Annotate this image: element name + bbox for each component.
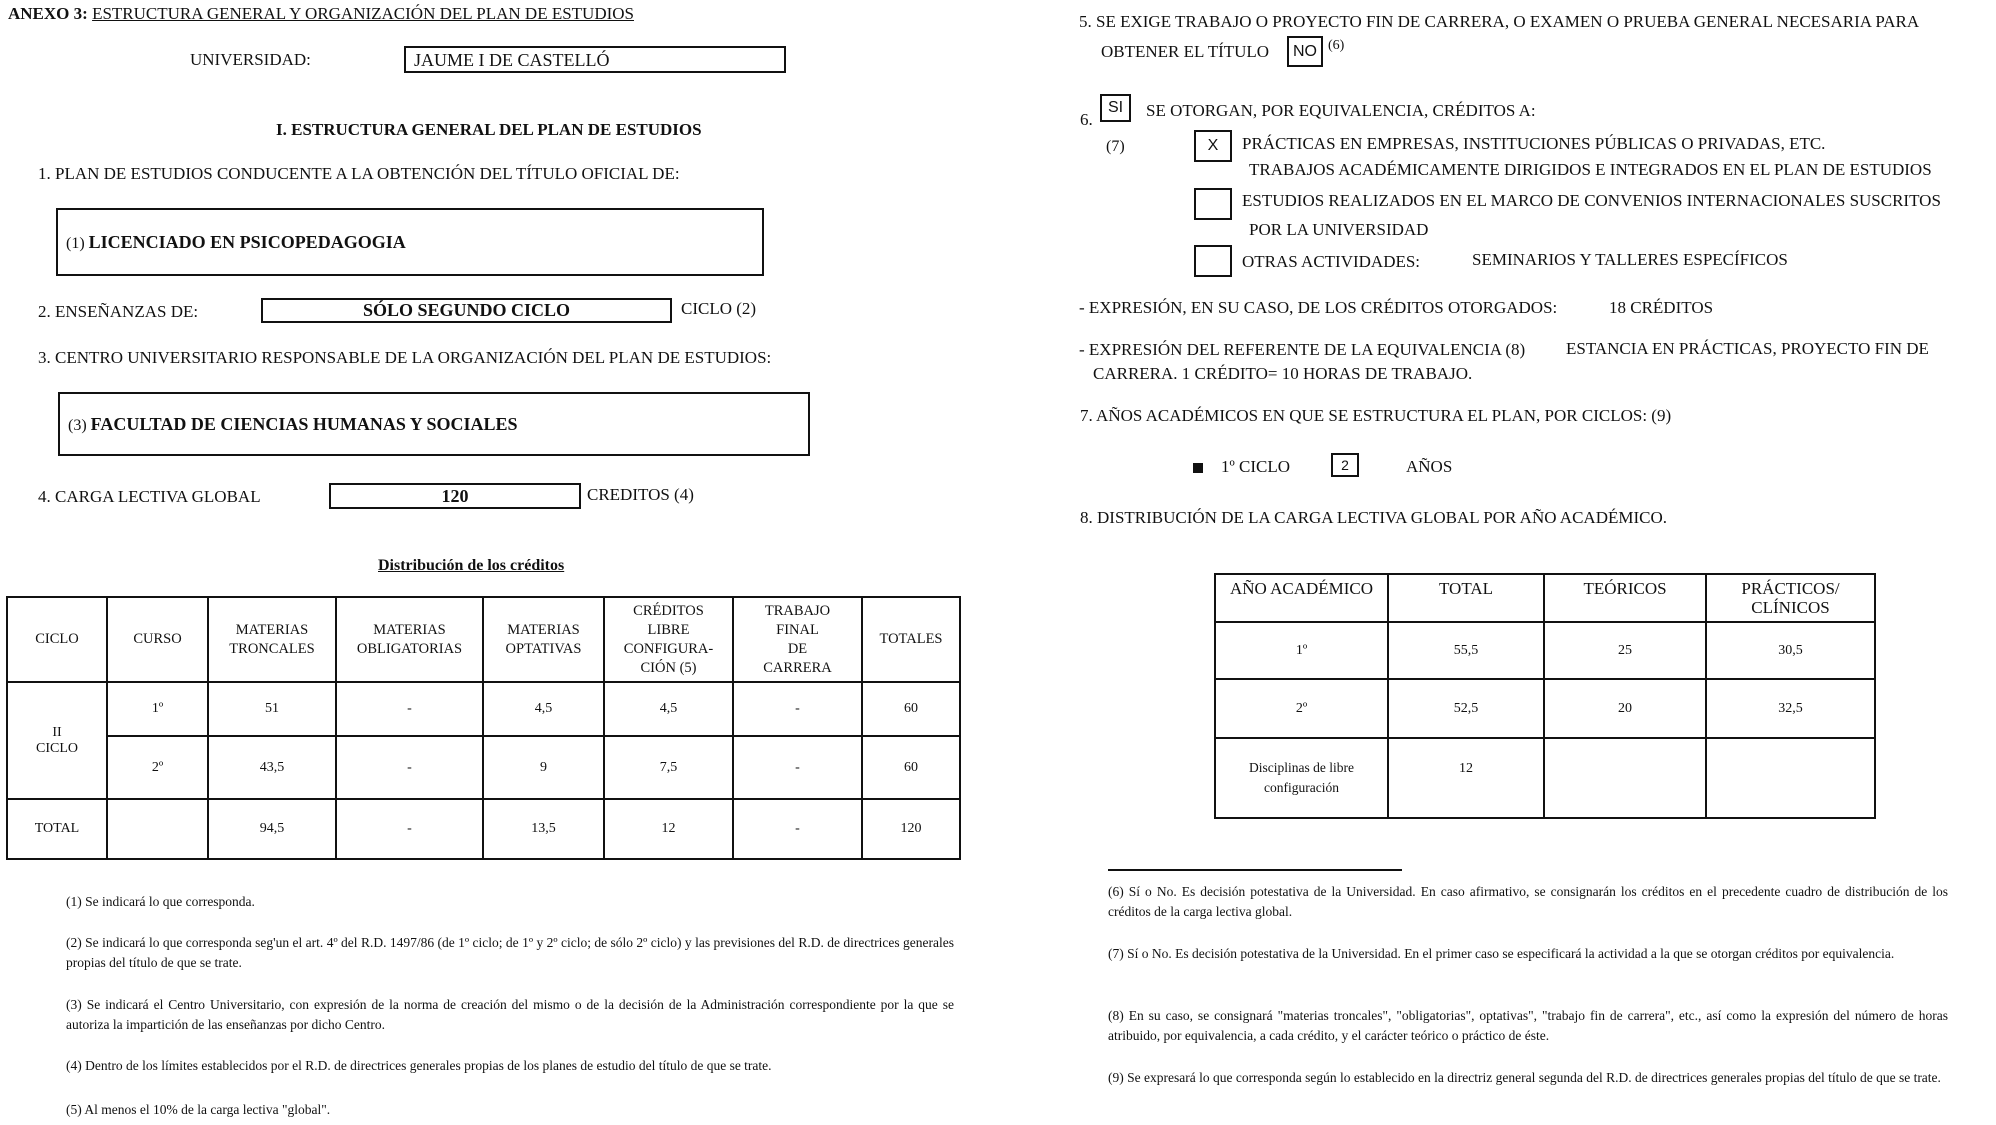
cell-curso: 1º (107, 682, 208, 736)
item3-ref: (3) (68, 417, 87, 434)
item5-box (1287, 36, 1323, 67)
item2-suffix: CICLO (2) (681, 299, 757, 318)
anexo-label: ANEXO 3: (8, 4, 88, 23)
item1-value: LICENCIADO EN PSICOPEDAGOGIA (88, 232, 406, 252)
cell-totales: 60 (862, 682, 960, 736)
ciclo-cell: II CICLO (7, 682, 107, 799)
item2-value: SÓLO SEGUNDO CICLO (362, 300, 571, 320)
cell-teoricos: 20 (1544, 679, 1706, 738)
cell-total: 55,5 (1388, 622, 1544, 679)
cell-teoricos (1544, 738, 1706, 818)
footnote-1: (1) Se indicará lo que corresponda. (66, 894, 255, 909)
total-obligatorias: - (336, 799, 483, 859)
option-practicas-mark: X (1207, 137, 1219, 154)
cell-obligatorias: - (336, 736, 483, 799)
header-optativas: MATERIAS OPTATIVAS (483, 597, 604, 682)
total-libre: 12 (604, 799, 733, 859)
item5-line2: OBTENER EL TÍTULO (1101, 42, 1270, 61)
option-otras-value: SEMINARIOS Y TALLERES ESPECÍFICOS (1472, 250, 1788, 269)
header-libre: CRÉDITOS LIBRE CONFIGURA- CIÓN (5) (604, 597, 733, 682)
cell-optativas: 4,5 (483, 682, 604, 736)
cell-teoricos: 25 (1544, 622, 1706, 679)
header-trabajo: TRABAJO FINAL DE CARRERA (733, 597, 862, 682)
item5-ref: (6) (1328, 38, 1345, 53)
cell-libre: 7,5 (604, 736, 733, 799)
cell-anio: 1º (1215, 622, 1388, 679)
footnote-9: (9) Se expresará lo que corresponda según lo establecido en la directriz general segunda del R.D. de directrices generales propias del título de que se trate. (1108, 1070, 1941, 1085)
header-curso: CURSO (107, 597, 208, 682)
expresion-creditos-value: 18 CRÉDITOS (1609, 298, 1714, 317)
table-row (7, 682, 960, 736)
cell-practicos (1706, 738, 1875, 818)
cell-total: 52,5 (1388, 679, 1544, 738)
option-estudios-line1: ESTUDIOS REALIZADOS EN EL MARCO DE CONVENIOS INTERNACIONALES SUSCRITOS (1242, 191, 1941, 210)
option-otras-label: OTRAS ACTIVIDADES: (1242, 252, 1421, 271)
option-otras-checkbox (1194, 245, 1232, 277)
total-totales: 120 (862, 799, 960, 859)
anexo-header (8, 4, 634, 24)
option-practicas-line1: PRÁCTICAS EN EMPRESAS, INSTITUCIONES PÚBLICAS O PRIVADAS, ETC. (1242, 134, 1826, 153)
item1-ref: (1) (66, 235, 85, 252)
expresion-referente-value2: CARRERA. 1 CRÉDITO= 10 HORAS DE TRABAJO. (1093, 364, 1473, 383)
item4-label: 4. CARGA LECTIVA GLOBAL (38, 487, 261, 506)
table-header-row (1215, 574, 1875, 622)
item4-box (329, 483, 581, 509)
item7-label: 7. AÑOS ACADÉMICOS EN QUE SE ESTRUCTURA EL PLAN, POR CICLOS: (9) (1080, 406, 1672, 425)
total-trabajo: - (733, 799, 862, 859)
cell-practicos: 32,5 (1706, 679, 1875, 738)
cell-obligatorias: - (336, 682, 483, 736)
item2-label: 2. ENSEÑANZAS DE: (38, 302, 199, 321)
option-practicas-checkbox (1194, 130, 1232, 162)
table-row (1215, 679, 1875, 738)
total-label: TOTAL (7, 799, 107, 859)
total-curso (107, 799, 208, 859)
item3-value: FACULTAD DE CIENCIAS HUMANAS Y SOCIALES (90, 414, 518, 434)
item7-value: 2 (1341, 457, 1349, 473)
footnote-4: (4) Dentro de los límites establecidos por el R.D. de directrices generales propias de los planes de estudio del título de que se trate. (66, 1058, 772, 1073)
universidad-label: UNIVERSIDAD: (190, 50, 311, 69)
footnote-6: (6) Sí o No. Es decisión potestativa de la Universidad. En caso afirmativo, se consignarán los créditos en el precedente cuadro de distribución de los créditos de la carga lectiva global. (1108, 884, 1948, 919)
footnote-5: (5) Al menos el 10% de la carga lectiva "global". (66, 1102, 331, 1117)
distribucion-table (6, 596, 961, 860)
table-row (1215, 622, 1875, 679)
header-ciclo: CICLO (7, 597, 107, 682)
item3-box (58, 392, 810, 456)
option-practicas-line2: TRABAJOS ACADÉMICAMENTE DIRIGIDOS E INTEGRADOS EN EL PLAN DE ESTUDIOS (1249, 160, 1932, 179)
total-optativas: 13,5 (483, 799, 604, 859)
item1-box (56, 208, 764, 276)
footnote-divider (1108, 869, 1402, 871)
footnote-2: (2) Se indicará lo que corresponda seg'un el art. 4º del R.D. 1497/86 (de 1º ciclo; de 1º y 2º ciclo; de sólo 2º ciclo) y las previsiones del R.D. de directrices generales propias del título de que se trate. (66, 935, 954, 970)
header-total: TOTAL (1388, 574, 1544, 622)
item6-num: 6. (1080, 110, 1093, 129)
carga-table (1214, 573, 1876, 819)
item5-value: NO (1293, 42, 1317, 60)
cell-anio: Disciplinas de libre configuración (1215, 738, 1388, 818)
expresion-referente-label: - EXPRESIÓN DEL REFERENTE DE LA EQUIVALENCIA (8) (1079, 340, 1526, 359)
cell-curso: 2º (107, 736, 208, 799)
bullet-square-icon (1193, 463, 1203, 473)
cell-anio: 2º (1215, 679, 1388, 738)
option-estudios-line2: POR LA UNIVERSIDAD (1249, 220, 1429, 239)
section-title: I. ESTRUCTURA GENERAL DEL PLAN DE ESTUDIOS (276, 120, 702, 139)
cell-troncales: 43,5 (208, 736, 336, 799)
table-header-row (7, 597, 960, 682)
cell-trabajo: - (733, 736, 862, 799)
cell-libre: 4,5 (604, 682, 733, 736)
cell-total: 12 (1388, 738, 1544, 818)
item7-box (1331, 453, 1359, 477)
option-estudios-checkbox (1194, 188, 1232, 220)
header-troncales: MATERIAS TRONCALES (208, 597, 336, 682)
expresion-referente-value1: ESTANCIA EN PRÁCTICAS, PROYECTO FIN DE (1566, 339, 1929, 358)
header-teoricos: TEÓRICOS (1544, 574, 1706, 622)
universidad-value: JAUME I DE CASTELLÓ (414, 50, 610, 70)
header-totales: TOTALES (862, 597, 960, 682)
cell-practicos: 30,5 (1706, 622, 1875, 679)
universidad-box (404, 46, 786, 73)
expresion-creditos-label: - EXPRESIÓN, EN SU CASO, DE LOS CRÉDITOS OTORGADOS: (1079, 298, 1558, 317)
item5-line1: 5. SE EXIGE TRABAJO O PROYECTO FIN DE CARRERA, O EXAMEN O PRUEBA GENERAL NECESARIA PARA (1079, 12, 1920, 31)
header-anio: AÑO ACADÉMICO (1215, 574, 1388, 622)
item4-value: 120 (441, 485, 469, 506)
item3-label: 3. CENTRO UNIVERSITARIO RESPONSABLE DE LA ORGANIZACIÓN DEL PLAN DE ESTUDIOS: (38, 348, 772, 367)
distribucion-title: Distribución de los créditos (378, 557, 565, 574)
total-troncales: 94,5 (208, 799, 336, 859)
item6-ref: (7) (1106, 138, 1125, 155)
footnote-8: (8) En su caso, se consignará "materias troncales", "obligatorias", optativas", "trabajo fin de carrera", etc., así como la expresión del número de horas atribuido, por equivalencia, a cada crédito, y el carácter teórico o práctico de éste. (1108, 1008, 1948, 1043)
table-row (7, 736, 960, 799)
item7-ciclo: 1º CICLO (1221, 457, 1291, 476)
footnote-7: (7) Sí o No. Es decisión potestativa de la Universidad. En el primer caso se especificará la actividad a la que se otorgan créditos por equivalencia. (1108, 946, 1895, 961)
cell-trabajo: - (733, 682, 862, 736)
item7-unit: AÑOS (1406, 457, 1453, 476)
cell-totales: 60 (862, 736, 960, 799)
footnote-3: (3) Se indicará el Centro Universitario, con expresión de la norma de creación del mismo o de la decisión de la Administración correspondiente por la que se autoriza la impartición de las enseñanzas por dicho Centro. (66, 997, 954, 1032)
anexo-title: ESTRUCTURA GENERAL Y ORGANIZACIÓN DEL PLAN DE ESTUDIOS (92, 4, 634, 23)
header-obligatorias: MATERIAS OBLIGATORIAS (336, 597, 483, 682)
item4-suffix: CREDITOS (4) (587, 485, 694, 504)
item1-label: 1. PLAN DE ESTUDIOS CONDUCENTE A LA OBTENCIÓN DEL TÍTULO OFICIAL DE: (38, 164, 680, 183)
table-row (1215, 738, 1875, 818)
item6-box (1100, 94, 1131, 122)
table-total-row (7, 799, 960, 859)
item8-label: 8. DISTRIBUCIÓN DE LA CARGA LECTIVA GLOBAL POR AÑO ACADÉMICO. (1080, 508, 1668, 527)
header-practicos: PRÁCTICOS/ CLÍNICOS (1706, 574, 1875, 622)
item6-label: SE OTORGAN, POR EQUIVALENCIA, CRÉDITOS A: (1146, 101, 1536, 120)
cell-troncales: 51 (208, 682, 336, 736)
cell-optativas: 9 (483, 736, 604, 799)
item2-box (261, 298, 672, 323)
item6-value: SI (1107, 99, 1124, 116)
